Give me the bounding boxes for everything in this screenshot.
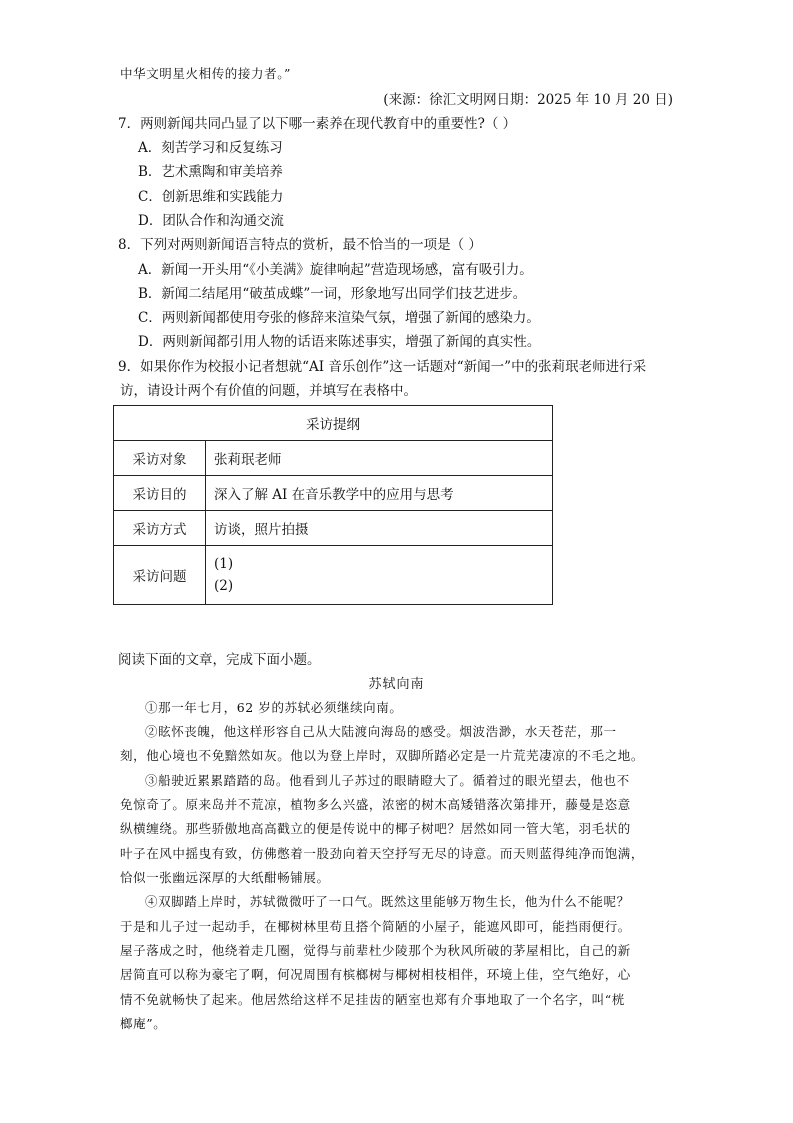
row-key: 采访目的 [114,476,206,511]
article-line: ②眩怀丧魄，他这样形容自己从大陆渡向海岛的感受。烟波浩渺，水天苍茫，那一 [145,724,617,739]
article-line: 恰似一张幽远深厚的大纸酣畅铺展。 [120,870,330,885]
article-line: ④双脚踏上岸时，苏轼微微吁了一口气。既然这里能够万物生长，他为什么不能呢？ [145,894,630,909]
row-key: 采访问题 [114,546,206,605]
row-value: 访谈，照片拍摄 [206,511,553,546]
table-row [114,546,553,605]
option-c: C．两则新闻都使用夸张的修辞来渲染气氛，增强了新闻的感染力。 [138,310,540,326]
continued-quote-line: 中华文明星火相传的接力者。” [120,66,292,81]
article-line: ③船驶近累累踏踏的岛。他看到儿子苏过的眼睛瞪大了。循着过的眼光望去，他也不 [145,773,630,788]
option-c: C．创新思维和实践能力 [138,189,284,205]
source-citation: (来源：徐汇文明网日期：2025 年 10 月 20 日) [383,92,673,108]
question-slot-2: (2) [214,578,234,594]
row-key: 采访对象 [114,441,206,476]
option-b: B．新闻二结尾用“破茧成蝶”一词，形象地写出同学们技艺进步。 [138,286,527,302]
article-line: 居简直可以称为豪宅了啊，何况周围有槟榔树与椰树相枝相伴，环境上佳，空气绝好，心 [120,967,631,982]
row-key: 采访方式 [114,511,206,546]
article-line: 免惊奇了。原来岛并不荒凉，植物多么兴盛，浓密的树木高矮错落次第排开，藤曼是恣意 [120,797,631,812]
question-stem: 7．两则新闻共同凸显了以下哪一素养在现代教育中的重要性?（ ） [118,116,517,132]
option-d: D．两则新闻都引用人物的话语来陈述事实，增强了新闻的真实性。 [138,334,541,350]
question-slot-1: (1) [214,556,234,572]
questions-cell [206,546,553,605]
table-header: 采访提纲 [114,406,553,441]
table-row [114,476,553,511]
question-stem-line-2: 访，请设计两个有价值的问题，并填写在表格中。 [120,383,417,399]
interview-outline-table [113,405,553,605]
row-value: 深入了解 AI 在音乐教学中的应用与思考 [206,476,553,511]
article-line: 纵横缠绕。那些骄傲地高高戳立的便是传说中的椰子树吧？居然如同一管大笔，羽毛状的 [120,821,631,836]
reading-instruction: 阅读下面的文章，完成下面小题。 [118,652,321,668]
option-a: A．刻苦学习和反复练习 [138,140,283,156]
article-line: ①那一年七月，62 岁的苏轼必须继续向南。 [145,700,403,715]
option-a: A．新闻一开头用“《小美满》旋律响起”营造现场感，富有吸引力。 [138,262,533,278]
table-row [114,511,553,546]
question-stem-line-1: 9．如果你作为校报小记者想就“AI 音乐创作”这一话题对“新闻一”中的张莉珉老师进行采 [118,359,647,375]
article-line: 榔庵”。 [120,1016,167,1031]
article-line: 屋子落成之时，他绕着走几圈，觉得与前辈杜少陵那个为秋风所破的茅屋相比，自己的新 [120,943,631,958]
article-title: 苏轼向南 [368,677,425,692]
article-line: 叶子在风中摇曳有致，仿佛憋着一股劲向着天空抒写无尽的诗意。而天则蓝得纯净而饱满， [120,846,645,861]
question-stem: 8．下列对两则新闻语言特点的赏析，最不恰当的一项是（ ） [118,237,482,253]
article-line: 于是和儿子过一起动手，在椰树林里苟且搭个简陋的小屋子，能遮风即可，能挡雨便行。 [120,919,631,934]
article-line: 情不免就畅快了起来。他居然给这样不足挂齿的陋室也郑有介事地取了一个名字，叫“桄 [120,992,625,1007]
article-line: 刻，他心境也不免黯然如灰。他以为登上岸时，双脚所踏必定是一片荒芜凄凉的不毛之地。 [120,748,645,763]
option-d: D．团队合作和沟通交流 [138,213,284,229]
option-b: B．艺术熏陶和审美培养 [138,164,283,180]
row-value: 张莉珉老师 [206,441,553,476]
table-row [114,441,553,476]
